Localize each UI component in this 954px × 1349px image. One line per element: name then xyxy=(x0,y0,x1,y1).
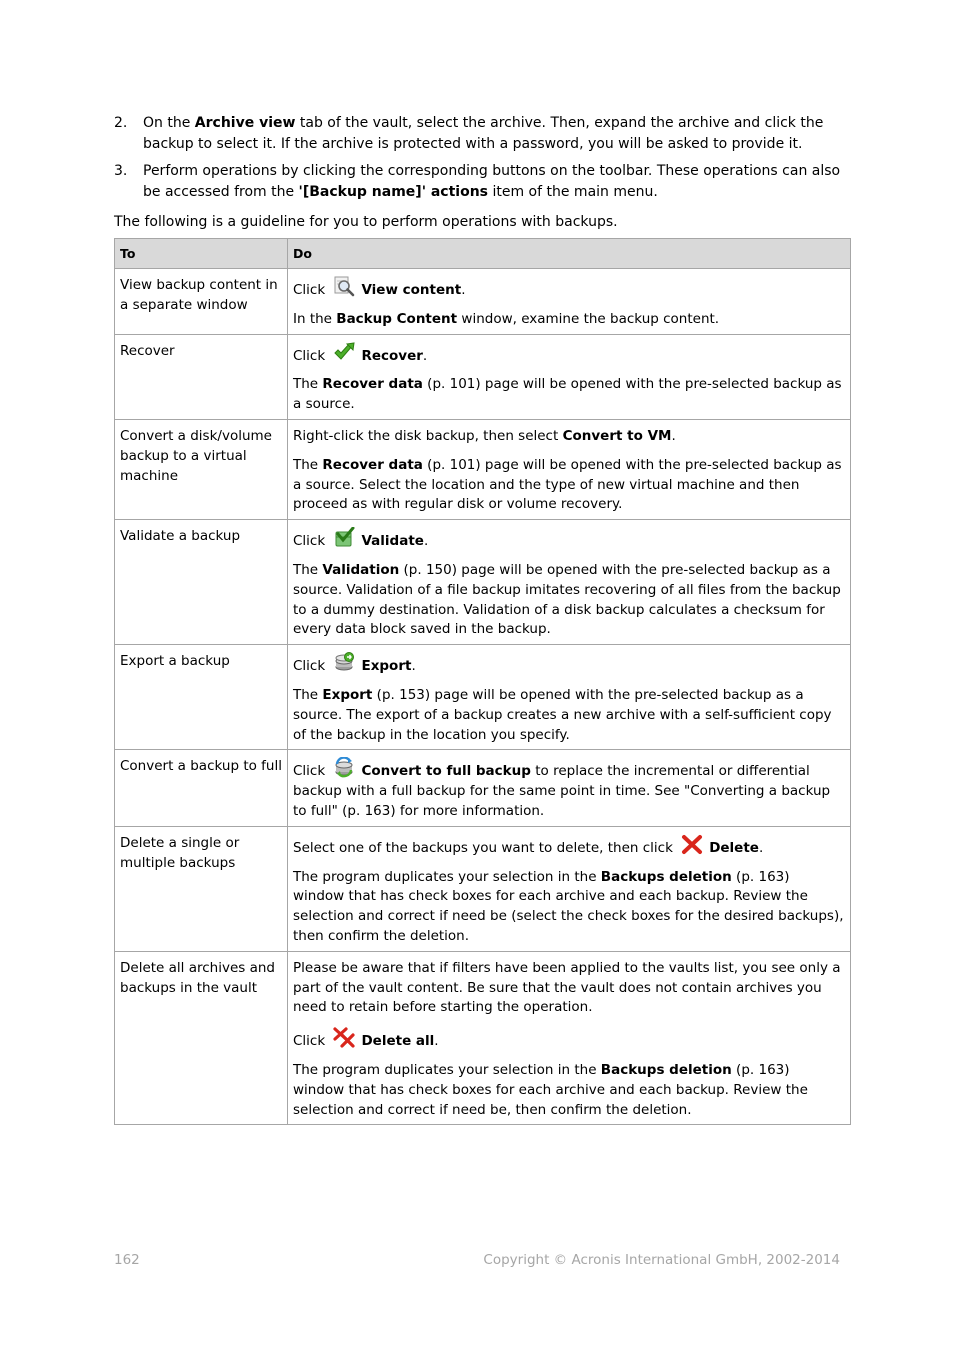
page-content xyxy=(114,113,851,1125)
validate-check-icon xyxy=(333,527,355,548)
guideline-table xyxy=(114,238,851,1125)
bold-text: Recover data xyxy=(322,376,423,393)
table-row xyxy=(115,419,851,519)
instruction xyxy=(293,757,845,821)
table-row xyxy=(115,951,851,1125)
warning: Please be aware that if filters have been applied to the vaults list, you see only a part of the vault content. Be sure that the vault does not contain archives you need to retain before starting the operation. xyxy=(293,959,841,1016)
recover-arrow-icon xyxy=(333,342,355,363)
text: (p. 101) page will be opened with the pre-selected backup as a source. Select the location and the type of new virtual machine and then proceed as with regular disk or volume recovery. xyxy=(293,456,842,513)
text: . xyxy=(461,282,466,298)
text: The xyxy=(293,456,323,473)
cell-do xyxy=(288,419,851,519)
table-row xyxy=(115,826,851,951)
text: Click xyxy=(293,347,330,364)
instruction xyxy=(293,1027,845,1052)
cell-do xyxy=(288,951,851,1125)
delete-all-icon xyxy=(333,1027,355,1048)
export-icon xyxy=(333,652,355,673)
cell-to: Delete a single or multiple backups xyxy=(115,826,288,951)
table-header-row xyxy=(115,239,851,269)
cell-to: Convert a backup to full xyxy=(115,750,288,826)
intro-paragraph: The following is a guideline for you to perform operations with backups. xyxy=(114,214,618,230)
text: (p. 101) page will be opened with the pre-selected backup as a source. xyxy=(293,376,842,413)
step-number: 2. xyxy=(114,115,128,131)
table-row xyxy=(115,750,851,826)
text: The xyxy=(293,376,323,393)
cell-to: Validate a backup xyxy=(115,520,288,645)
text: . xyxy=(434,1033,439,1050)
instruction xyxy=(293,342,845,367)
text: (p. 163) window that has check boxes for each archive and each backup. Review the selection and correct if need be, then confirm the deletion. xyxy=(293,1061,808,1118)
description xyxy=(293,310,845,330)
description xyxy=(293,561,845,640)
cell-to: Convert a disk/volume backup to a virtual machine xyxy=(115,419,288,519)
bold-text: Export xyxy=(322,686,373,703)
step-item xyxy=(114,113,851,154)
cell-do xyxy=(288,520,851,645)
text: to replace the incremental or differential backup with a full backup for the same point in time. See "Converting a backup to full" (p. 163) for more information. xyxy=(293,763,831,819)
description xyxy=(293,456,845,515)
step-item xyxy=(114,161,851,202)
action-name: Validate xyxy=(361,533,424,550)
text: The program duplicates your selection in the xyxy=(293,868,601,885)
convert-full-icon xyxy=(333,757,355,778)
cell-to: Export a backup xyxy=(115,645,288,750)
step-text: tab of the vault, select the archive. Then, expand the archive and click the backup to select it. If the archive is protected with a password, you will be asked to provide it. xyxy=(143,115,824,152)
text: window, examine the backup content. xyxy=(457,310,720,327)
text: . xyxy=(758,839,764,856)
cell-do xyxy=(288,269,851,335)
instruction xyxy=(293,834,845,859)
bold-text: Backup Content xyxy=(336,310,458,327)
step-bold: '[Backup name]' actions xyxy=(298,183,489,200)
text: Select one of the backups you want to delete, then click xyxy=(293,839,678,856)
step-bold: Archive view xyxy=(194,115,296,131)
text: Click xyxy=(293,282,330,298)
description xyxy=(293,868,845,947)
text: Click xyxy=(293,533,330,550)
column-header-to: To xyxy=(115,239,288,269)
text: Click xyxy=(293,1033,330,1050)
column-header-do: Do xyxy=(288,239,851,269)
description xyxy=(293,686,845,745)
step-text: item of the main menu. xyxy=(488,183,658,200)
step-text: Perform operations by clicking the corresponding buttons on the toolbar. These operations can also be accessed from the xyxy=(143,163,841,200)
cell-to: Delete all archives and backups in the vault xyxy=(115,951,288,1125)
bold-text: Recover data xyxy=(322,456,423,473)
text: . xyxy=(411,658,416,675)
text: Click xyxy=(293,658,330,675)
action-name: View content xyxy=(361,282,462,298)
action-name: Delete all xyxy=(361,1033,435,1050)
instruction xyxy=(293,276,845,301)
text: The xyxy=(293,686,323,703)
table-row xyxy=(115,269,851,335)
step-text: On the xyxy=(143,115,195,131)
text: . xyxy=(422,347,428,364)
text: (p. 153) page will be opened with the pre-selected backup as a source. The export of a backup creates a new archive with a self-sufficient copy of the backup in the location you specify. xyxy=(293,686,832,743)
cell-do xyxy=(288,750,851,826)
action-name: Delete xyxy=(709,839,759,856)
action-name: Recover xyxy=(361,347,423,364)
action-name: Convert to VM xyxy=(562,427,672,444)
step-number: 3. xyxy=(114,163,128,179)
description xyxy=(293,1061,845,1120)
cell-to: View backup content in a separate window xyxy=(115,269,288,335)
text: The program duplicates your selection in the xyxy=(293,1061,601,1078)
action-name: Convert to full backup xyxy=(361,763,531,780)
instruction xyxy=(293,427,845,447)
bold-text: Backups deletion xyxy=(600,868,732,885)
text: . xyxy=(423,533,429,550)
text: The xyxy=(293,561,323,578)
text: In the xyxy=(293,310,337,327)
text: . xyxy=(671,427,676,444)
text: Right-click the disk backup, then select xyxy=(293,427,563,444)
action-name: Export xyxy=(361,658,412,675)
description xyxy=(293,375,845,415)
instruction xyxy=(293,527,845,552)
cell-do xyxy=(288,334,851,419)
cell-do xyxy=(288,645,851,750)
instruction xyxy=(293,652,845,677)
text: (p. 150) page will be opened with the pre-selected backup as a source. Validation of a file backup imitates recovering of all files from the backup to a dummy destination. Validation of a disk backup calculates a checksum for every data block saved in the backup. xyxy=(293,561,841,638)
cell-to: Recover xyxy=(115,334,288,419)
table-row xyxy=(115,520,851,645)
page-number: 162 xyxy=(114,1252,140,1268)
magnifier-icon xyxy=(333,276,355,297)
bold-text: Backups deletion xyxy=(600,1061,732,1078)
text: (p. 163) window that has check boxes for each archive and each backup. Review the selection and correct if need be (select the check boxes for the desired backups), then confirm the deletion. xyxy=(293,868,844,944)
cell-do xyxy=(288,826,851,951)
text: Click xyxy=(293,763,330,780)
copyright-notice: Copyright © Acronis International GmbH, 2002-2014 xyxy=(483,1252,840,1268)
table-row xyxy=(115,334,851,419)
table-row xyxy=(115,645,851,750)
delete-x-icon xyxy=(681,834,703,855)
steps-list xyxy=(114,113,851,202)
bold-text: Validation xyxy=(322,561,400,578)
